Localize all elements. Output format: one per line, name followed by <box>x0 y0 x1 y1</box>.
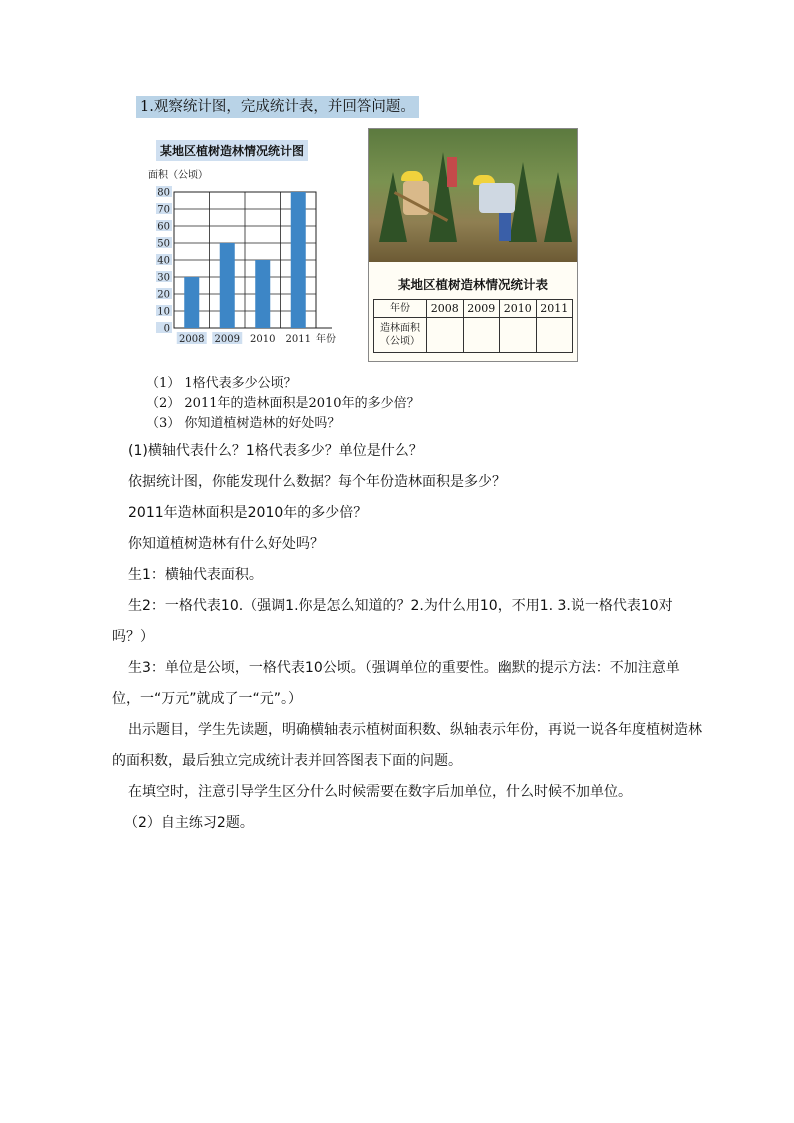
tree-planting-photo <box>369 129 577 262</box>
statistics-table <box>373 299 573 353</box>
chart-y-axis-label: 面积（公顷） <box>148 170 208 181</box>
x-tick-label: 2011 <box>285 334 311 345</box>
table-blank-cell[interactable] <box>536 318 573 353</box>
table-year-cell: 2008 <box>427 300 464 318</box>
paragraph: 你知道植树造林有什么好处吗？ <box>128 536 324 552</box>
y-tick-label: 30 <box>157 272 170 284</box>
table-row-label: 造林面积（公顷） <box>374 318 427 353</box>
table-blank-cell[interactable] <box>427 318 464 353</box>
bar <box>184 277 199 328</box>
chart-title: 某地区植树造林情况统计图 <box>156 140 308 161</box>
table-header-label: 年份 <box>374 300 427 318</box>
table-title: 某地区植树造林情况统计表 <box>397 277 548 292</box>
x-tick-label: 2009 <box>214 334 240 345</box>
paragraph: 依据统计图，你能发现什么数据？每个年份造林面积是多少？ <box>128 474 506 490</box>
bar <box>220 243 235 328</box>
paragraph: 出示题目，学生先读题，明确横轴表示植树面积数、纵轴表示年份，再说一说各年度植树造林的面积数，最后独立完成统计表并回答图表下面的问题。 <box>112 722 702 769</box>
paragraph: 生2：一格代表10.（强调1.你是怎么知道的？2.为什么用10，不用1. 3.说一格代表10对吗？） <box>112 598 673 645</box>
x-tick-label: 2008 <box>179 334 205 345</box>
y-tick-label: 80 <box>157 187 170 199</box>
y-tick-label: 0 <box>163 323 170 335</box>
table-blank-cell[interactable] <box>463 318 500 353</box>
y-tick-label: 50 <box>157 238 170 250</box>
y-tick-label: 20 <box>157 289 170 301</box>
x-axis-label: 年份 <box>316 334 336 345</box>
table-year-cell: 2011 <box>536 300 573 318</box>
paragraph: (1)横轴代表什么？1格代表多少？单位是什么？ <box>128 443 423 459</box>
photo-table-card <box>368 128 578 362</box>
table-year-cell: 2009 <box>463 300 500 318</box>
bar <box>291 192 306 328</box>
table-year-cell: 2010 <box>500 300 537 318</box>
paragraph: 2011年造林面积是2010年的多少倍？ <box>128 505 368 521</box>
x-tick-label: 2010 <box>250 334 276 345</box>
y-tick-label: 40 <box>157 255 170 267</box>
y-tick-label: 10 <box>157 306 170 318</box>
y-tick-label: 60 <box>157 221 170 233</box>
bar <box>255 260 270 328</box>
paragraph: （2）自主练习2题。 <box>124 815 254 831</box>
y-tick-label: 70 <box>157 204 170 216</box>
paragraph: 生1：横轴代表面积。 <box>128 567 263 583</box>
sub-question-2: （2） 2011年的造林面积是2010年的多少倍？ <box>146 396 420 411</box>
bar-chart <box>146 180 346 350</box>
question-heading: 1.观察统计图，完成统计表，并回答问题。 <box>136 96 419 118</box>
sub-question-1: （1） 1格代表多少公顷？ <box>146 376 297 391</box>
paragraph: 生3：单位是公顷，一格代表10公顷。（强调单位的重要性。幽默的提示方法：不加注意单位，一“万元”就成了一“元”。） <box>112 660 680 707</box>
sub-question-3: （3） 你知道植树造林的好处吗？ <box>146 416 341 431</box>
paragraph: 在填空时，注意引导学生区分什么时候需要在数字后加单位，什么时候不加单位。 <box>128 784 632 800</box>
table-blank-cell[interactable] <box>500 318 537 353</box>
